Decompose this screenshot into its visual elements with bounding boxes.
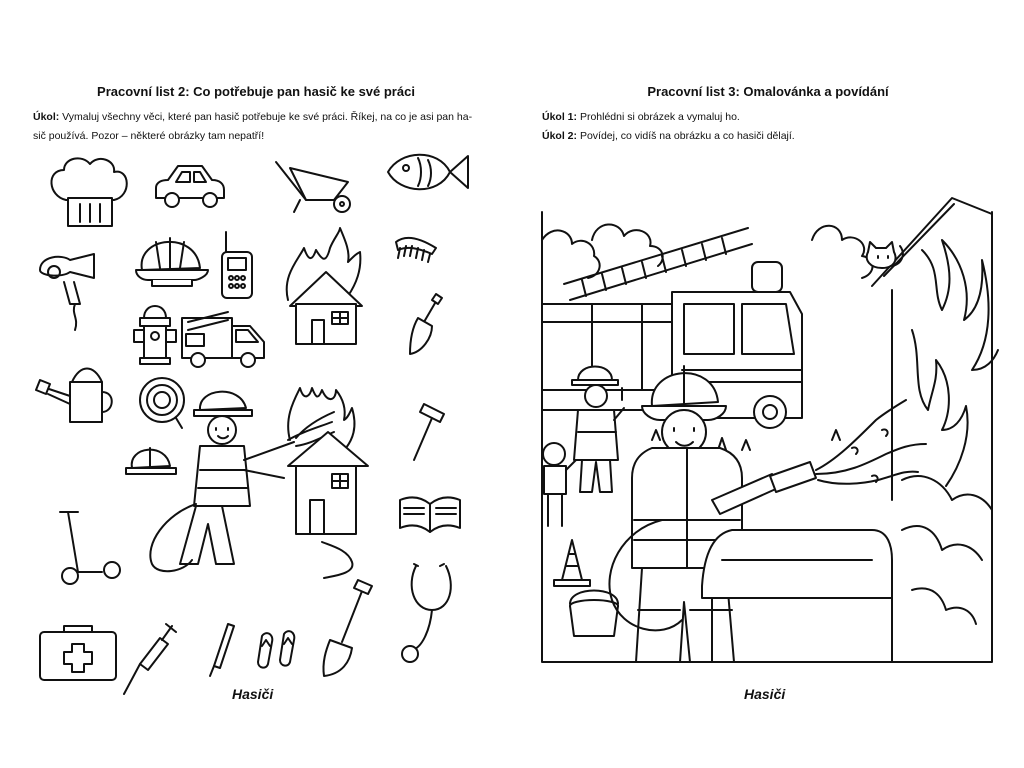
comb-icon xyxy=(396,238,436,262)
task-1-label: Úkol 1: xyxy=(542,111,578,123)
task-1-text: Prohlédni si obrázek a vymaluj ho. xyxy=(579,111,740,123)
task-2-label: Úkol 2: xyxy=(542,130,578,142)
hydrant-icon xyxy=(134,306,176,364)
syringe-icon xyxy=(124,624,176,694)
worksheet-3-title: Pracovní list 3: Omalovánka a povídání xyxy=(647,84,889,99)
thermometer-icon xyxy=(210,624,234,676)
worksheet-3-footer: Hasiči xyxy=(744,686,786,702)
small-helmet-icon xyxy=(126,448,176,474)
first-aid-kit-icon xyxy=(40,626,116,680)
wheelbarrow-icon xyxy=(276,162,350,212)
traffic-cone-icon xyxy=(554,540,590,586)
shovel-icon xyxy=(323,580,372,676)
car-icon xyxy=(156,166,224,207)
cat-icon xyxy=(867,242,903,268)
worksheet-3 xyxy=(512,0,1024,768)
flames-icon xyxy=(902,240,998,624)
burning-house-icon xyxy=(287,228,362,344)
hair-dryer-icon xyxy=(40,254,94,330)
task-text-line-2: sič používá. Pozor – některé obrázky tam nepatří! xyxy=(33,130,265,142)
fish-icon xyxy=(388,155,468,190)
scooter-icon xyxy=(60,512,120,584)
trowel-icon xyxy=(410,294,442,354)
task-text-line-1: Vymaluj všechny věci, které pan hasič potřebuje ke své práci. Říkej, na co je asi pan ha- xyxy=(62,111,473,123)
house-icon xyxy=(288,388,368,578)
worksheet-2-title: Pracovní list 2: Co potřebuje pan hasič ke své práci xyxy=(97,84,415,99)
fire-hose-icon xyxy=(140,378,184,428)
walkie-talkie-icon xyxy=(222,232,252,298)
book-icon xyxy=(400,497,460,532)
child-icon xyxy=(543,443,576,526)
watering-can-icon xyxy=(36,369,112,423)
fire-helmet-icon xyxy=(136,238,208,286)
firefighter-coloring-scene xyxy=(512,0,1024,768)
fire-truck-icon xyxy=(182,312,264,367)
hammer-icon xyxy=(414,404,444,460)
firefighter-icon xyxy=(572,367,624,493)
stethoscope-icon xyxy=(402,564,451,662)
flip-flops-icon xyxy=(258,631,294,668)
worksheet-2-footer: Hasiči xyxy=(232,686,274,702)
task-label: Úkol: xyxy=(33,111,60,123)
task-2-text: Povídej, co vidíš na obrázku a co hasiči dělají. xyxy=(579,130,795,142)
chef-hat-icon xyxy=(51,158,126,226)
cloud-icon xyxy=(542,224,873,278)
